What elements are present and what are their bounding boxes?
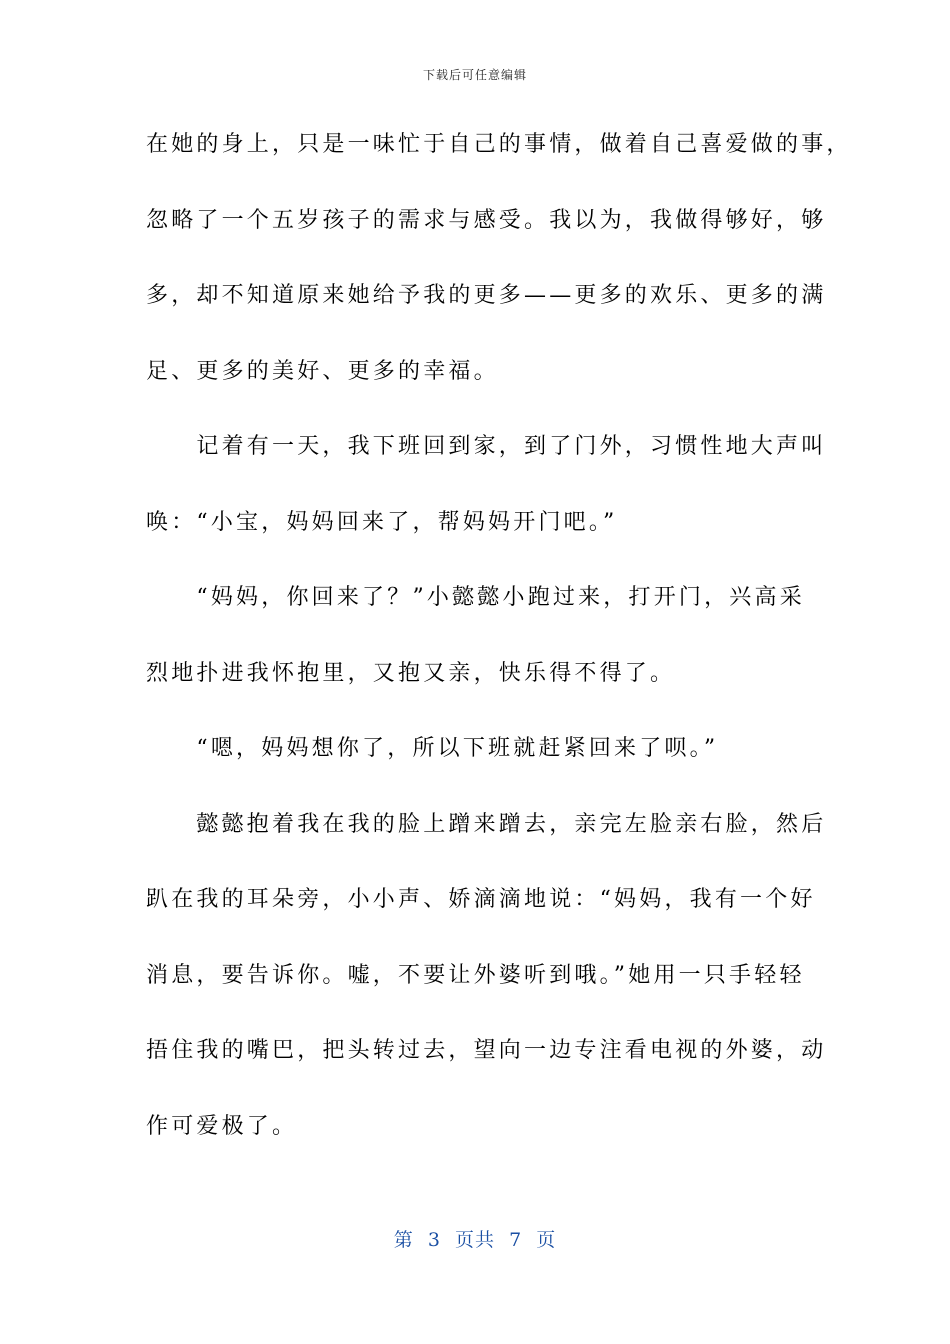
text-line: 趴在我的耳朵旁，小小声、娇滴滴地说：“妈妈，我有一个好 bbox=[146, 887, 816, 912]
text-line: 消息，要告诉你。嘘，不要让外婆听到哦。”她用一只手轻轻 bbox=[146, 962, 805, 988]
text-line: 足、更多的美好、更多的幸福。 bbox=[146, 358, 499, 384]
page-number-footer: 第 3 页共 7 页 bbox=[393, 1229, 557, 1251]
page-header: 下载后可任意编辑 bbox=[422, 68, 527, 82]
text-line: 捂住我的嘴巴，把头转过去，望向一边专注看电视的外婆，动 bbox=[146, 1038, 827, 1063]
text-line: 烈地扑进我怀抱里，又抱又亲，快乐得不得了。 bbox=[146, 660, 676, 686]
text-line: “嗯，妈妈想你了，所以下班就赶紧回来了呗。” bbox=[146, 736, 719, 761]
text-line: 在她的身上，只是一味忙于自己的事情，做着自己喜爱做的事， bbox=[146, 132, 852, 157]
document-body bbox=[146, 127, 852, 1184]
text-line: 多，却不知道原来她给予我的更多——更多的欢乐、更多的满 bbox=[146, 283, 827, 308]
text-line: “妈妈，你回来了？”小懿懿小跑过来，打开门，兴高采 bbox=[146, 585, 805, 610]
text-line: 唤：“小宝，妈妈回来了，帮妈妈开门吧。” bbox=[146, 509, 618, 535]
text-line: 记着有一天，我下班回到家，到了门外，习惯性地大声叫 bbox=[146, 434, 827, 459]
text-line: 忽略了一个五岁孩子的需求与感受。我以为，我做得够好，够 bbox=[146, 207, 827, 233]
text-line: 懿懿抱着我在我的脸上蹭来蹭去，亲完左脸亲右脸，然后 bbox=[146, 811, 827, 837]
text-line: 作可爱极了。 bbox=[146, 1113, 298, 1139]
